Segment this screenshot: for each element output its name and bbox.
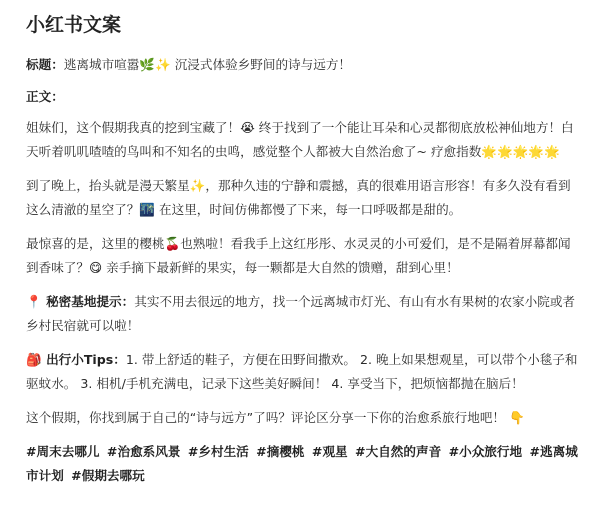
tips-paragraph xyxy=(26,348,578,396)
hashtag: #逃离城市计划 xyxy=(26,444,578,483)
closing-paragraph: 这个假期，你找到属于自己的“诗与远方”了吗？评论区分享一下你的治愈系旅行地吧！ 👇 xyxy=(26,410,525,425)
body-label: 正文： xyxy=(26,89,64,104)
secret-spot-paragraph xyxy=(26,290,578,338)
hashtag: #周末去哪儿 xyxy=(26,444,100,459)
hashtag: #大自然的声音 xyxy=(355,444,442,459)
hashtag: #乡村生活 xyxy=(187,444,249,459)
hashtag: #小众旅行地 xyxy=(448,444,523,459)
hashtag: #治愈系风景 xyxy=(106,444,181,459)
headline-text: 逃离城市喧嚣🌿✨ 沉浸式体验乡野间的诗与远方！ xyxy=(63,57,352,72)
secret-spot-label: 📍 秘密基地提示： xyxy=(26,294,135,309)
body-paragraph-3: 最惊喜的是，这里的樱桃🍒也熟啦！看我手上这红彤彤、水灵灵的小可爱们，是不是隔着屏幕都闻到香味了？😋 亲手摘下最新鲜的果实，每一颗都是大自然的馈赠，甜到心里！ xyxy=(26,236,571,275)
hashtag: #摘樱桃 xyxy=(256,444,305,459)
hashtag: #假期去哪玩 xyxy=(71,468,145,483)
secret-spot-text: 其实不用去很远的地方，找一个远离城市灯光、有山有水有果树的农家小院或者乡村民宿就可以啦！ xyxy=(26,294,576,333)
hashtag: #观星 xyxy=(311,444,348,459)
body-paragraph-1: 姐妹们，这个假期我真的挖到宝藏了！😭 终于找到了一个能让耳朵和心灵都彻底放松神仙地方！白天听着叽叽喳喳的鸟叫和不知名的虫鸣，感觉整个人都被大自然治愈了~ 疗愈指数🌟🌟🌟🌟🌟 xyxy=(26,120,574,159)
hashtag-list xyxy=(26,440,578,488)
tips-label: 🎒 出行小Tips： xyxy=(26,352,126,367)
headline-label: 标题： xyxy=(26,57,64,72)
document-title: 小红书文案 xyxy=(26,14,122,36)
headline-line xyxy=(26,53,578,77)
body-paragraph-2: 到了晚上，抬头就是漫天繁星✨，那种久违的宁静和震撼，真的很难用语言形容！有多久没有看到这么清澈的星空了？🌃 在这里，时间仿佛都慢了下来，每一口呼吸都是甜的。 xyxy=(26,178,571,217)
tips-text: 1. 带上舒适的鞋子，方便在田野间撒欢。 2. 晚上如果想观星，可以带个小毯子和驱蚊水。 3. 相机/手机充满电，记录下这些美好瞬间！ 4. 享受当下，把烦恼都抛在脑后！ xyxy=(26,352,578,391)
